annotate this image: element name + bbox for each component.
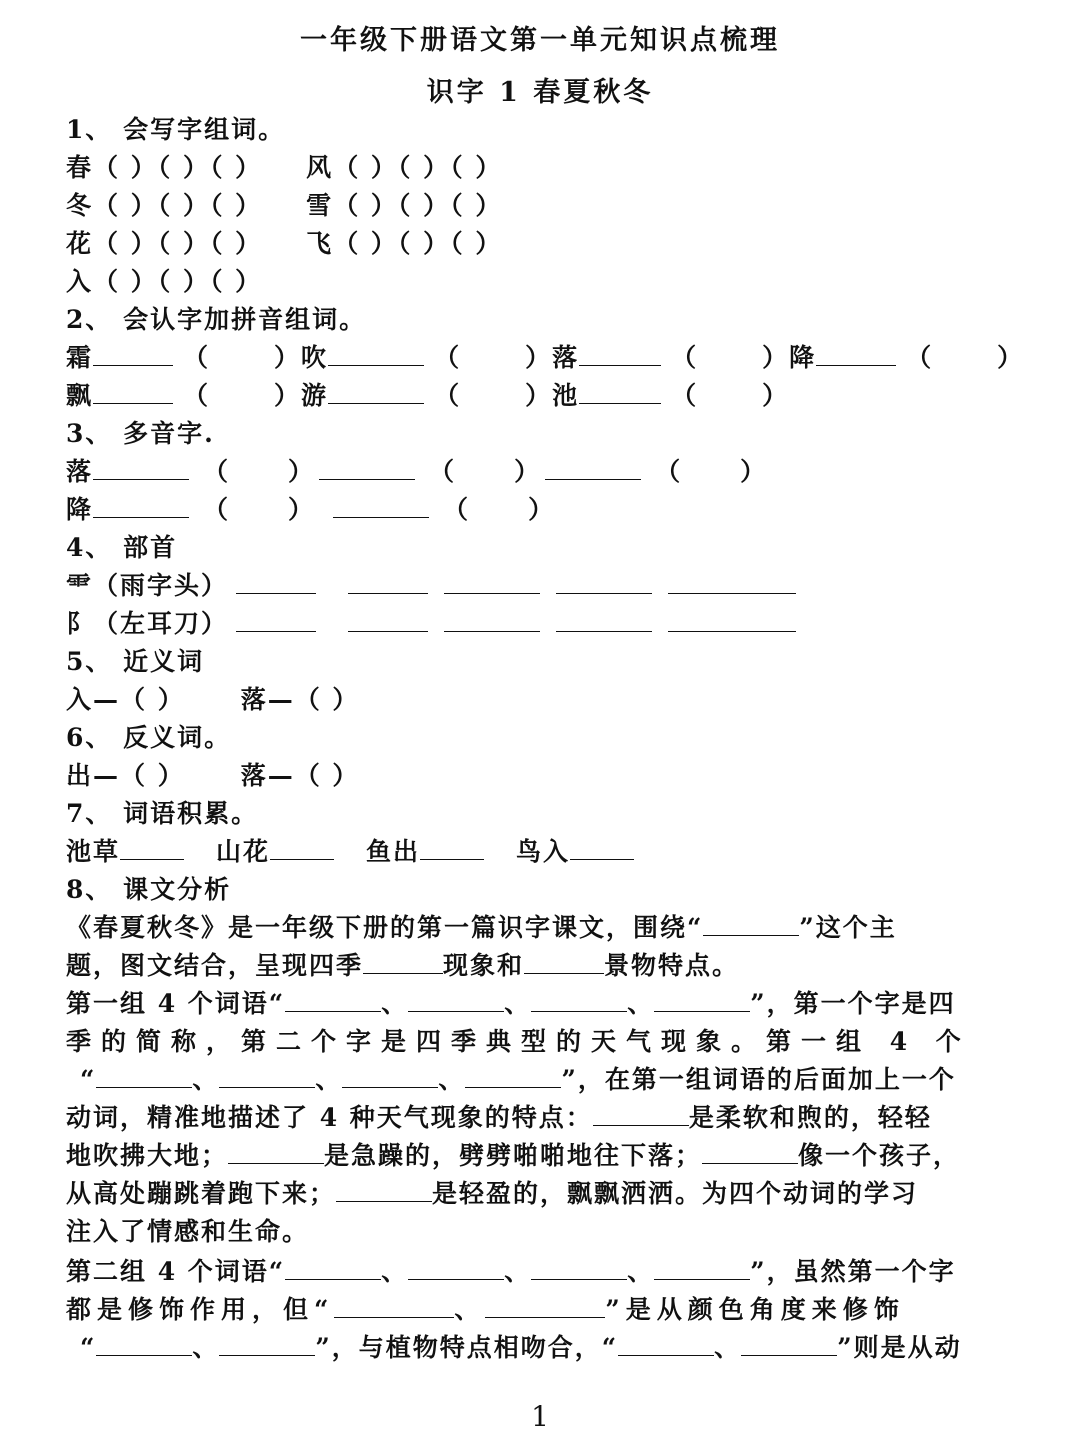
blank[interactable] — [93, 457, 189, 480]
radical-label: 阝（左耳刀） — [66, 609, 229, 638]
analysis-line-8: 从高处蹦跳着跑下来； 是轻盈的，飘飘洒洒。为四个动词的学习 — [66, 1179, 919, 1208]
blank[interactable] — [219, 1333, 315, 1356]
synonym-item: 落—（ ） — [240, 685, 360, 714]
section-1-row — [66, 262, 262, 298]
phrase-item: 山花 — [216, 837, 271, 866]
blank[interactable] — [348, 571, 428, 594]
blank[interactable] — [816, 343, 896, 366]
answer-paren[interactable]: （ ） — [93, 267, 158, 296]
blank[interactable] — [524, 951, 604, 974]
blank[interactable] — [420, 837, 484, 860]
char: 风 — [306, 153, 334, 182]
blank[interactable] — [336, 1179, 432, 1202]
char: 池 — [552, 381, 580, 410]
answer-paren[interactable]: （ ） — [157, 229, 210, 258]
answer-paren[interactable]: （ ） — [450, 191, 503, 220]
char: 霜 — [66, 343, 94, 372]
blank[interactable] — [328, 343, 424, 366]
section-2-row-2: 飘 （ ）游 （ ）池 （ ） — [66, 381, 790, 410]
antonym-item: 落—（ ） — [240, 761, 360, 790]
section-3-heading: 3、 多音字. — [66, 419, 215, 448]
blank[interactable] — [618, 1333, 714, 1356]
analysis-line-10: 第二组 4 个词语“ 、 、 、 ”，虽然第一个字 — [66, 1257, 956, 1286]
section-3-row-2: 降 （ ） （ ） — [66, 495, 556, 524]
analysis-line-7: 地吹拂大地； 是急躁的，劈劈啪啪地往下落； 像一个孩子， — [66, 1141, 961, 1170]
answer-paren[interactable]: （ ） — [397, 191, 451, 220]
blank[interactable] — [120, 837, 184, 860]
blank[interactable] — [444, 609, 540, 632]
char: 冬 — [66, 191, 94, 220]
blank[interactable] — [703, 913, 799, 936]
analysis-line-6: 动词，精准地描述了 4 种天气现象的特点： 是柔软和煦的，轻轻 — [66, 1103, 932, 1132]
antonym-item: 出—（ ） — [66, 761, 185, 790]
blank[interactable] — [408, 1257, 504, 1280]
section-6-row — [66, 756, 359, 792]
answer-paren[interactable]: （ ） — [333, 153, 398, 182]
blank[interactable] — [485, 1295, 605, 1318]
char: 雪 — [306, 191, 334, 220]
analysis-line-11: 都是修饰作用，但“ 、 ”是从颜色角度来修饰 — [66, 1295, 905, 1324]
blank[interactable] — [96, 1065, 192, 1088]
section-1-heading: 1、 会写字组词。 — [66, 115, 286, 144]
blank[interactable] — [702, 1141, 798, 1164]
phrase-item: 鸟入 — [516, 837, 571, 866]
answer-paren[interactable]: （ ） — [93, 191, 158, 220]
blank[interactable] — [93, 343, 173, 366]
blank[interactable] — [319, 457, 415, 480]
answer-paren[interactable]: （ ） — [209, 191, 263, 220]
char: 降 — [66, 495, 94, 524]
phrase-item: 鱼出 — [366, 837, 421, 866]
analysis-line-3: 第一组 4 个词语“ 、 、 、 ”，第一个字是四 — [66, 989, 956, 1018]
page-number: 1 — [531, 1400, 549, 1433]
blank[interactable] — [342, 1065, 438, 1088]
answer-paren[interactable]: （ ） — [397, 153, 451, 182]
blank[interactable] — [333, 495, 429, 518]
answer-paren[interactable]: （ ） — [157, 267, 210, 296]
blank[interactable] — [593, 1103, 689, 1126]
char: 花 — [66, 229, 94, 258]
blank[interactable] — [285, 989, 381, 1012]
blank[interactable] — [654, 1257, 750, 1280]
analysis-line-4: 季的简称，第二个字是四季典型的天气现象。第一组 4 个 — [66, 1027, 971, 1056]
blank[interactable] — [363, 951, 443, 974]
char: 落 — [66, 457, 94, 486]
blank[interactable] — [668, 571, 796, 594]
blank[interactable] — [570, 837, 634, 860]
section-3-row-1: 落 （ ） （ ） （ ） — [66, 457, 768, 486]
answer-paren[interactable]: （ ） — [333, 229, 398, 258]
synonym-item: 入—（ ） — [66, 685, 185, 714]
blank[interactable] — [236, 609, 316, 632]
answer-paren[interactable]: （ ） — [209, 229, 263, 258]
blank[interactable] — [236, 571, 316, 594]
analysis-line-1: 《春夏秋冬》是一年级下册的第一篇识字课文，围绕“ ”这个主 — [66, 913, 897, 942]
answer-paren[interactable]: （ ） — [93, 229, 158, 258]
blank[interactable] — [579, 381, 661, 404]
section-1-row — [66, 224, 502, 260]
char: 飘 — [66, 381, 94, 410]
analysis-line-12: “ 、 ”，与植物特点相吻合，“ 、 ”则是从动 — [80, 1333, 962, 1362]
char: 春 — [66, 153, 94, 182]
answer-paren[interactable]: （ ） — [333, 191, 398, 220]
answer-paren[interactable]: （ ） — [450, 229, 503, 258]
blank[interactable] — [348, 609, 428, 632]
lesson-title: 识字 1 春夏秋冬 — [426, 77, 654, 108]
radical-label: ⻗（雨字头） — [66, 571, 229, 600]
blank[interactable] — [93, 381, 173, 404]
blank[interactable] — [556, 571, 652, 594]
blank[interactable] — [465, 1065, 561, 1088]
section-4-row-1 — [66, 566, 796, 602]
answer-paren[interactable]: （ ） — [209, 267, 263, 296]
blank[interactable] — [334, 1295, 454, 1318]
blank[interactable] — [444, 571, 540, 594]
answer-paren[interactable]: （ ） — [93, 153, 158, 182]
char: 入 — [66, 267, 94, 296]
blank[interactable] — [579, 343, 661, 366]
answer-paren[interactable]: （ ） — [450, 153, 503, 182]
section-2-row-1: 霜 （ ）吹 （ ）落 （ ）降 （ ） — [66, 343, 1025, 372]
section-8-heading: 8、 课文分析 — [66, 875, 232, 904]
blank[interactable] — [93, 495, 189, 518]
answer-paren[interactable]: （ ） — [209, 153, 263, 182]
blank[interactable] — [219, 1065, 315, 1088]
blank[interactable] — [556, 609, 652, 632]
blank[interactable] — [228, 1141, 324, 1164]
section-5-heading: 5、 近义词 — [66, 647, 205, 676]
blank[interactable] — [408, 989, 504, 1012]
section-7-row — [66, 832, 634, 868]
char: 落 — [552, 343, 580, 372]
answer-paren[interactable]: （ ） — [157, 153, 210, 182]
blank[interactable] — [668, 609, 796, 632]
blank[interactable] — [270, 837, 334, 860]
blank[interactable] — [531, 1257, 627, 1280]
section-4-heading: 4、 部首 — [66, 533, 178, 562]
char: 飞 — [306, 229, 334, 258]
analysis-line-5: “ 、 、 、 ”，在第一组词语的后面加上一个 — [80, 1065, 956, 1094]
blank[interactable] — [545, 457, 641, 480]
answer-paren[interactable]: （ ） — [397, 229, 451, 258]
section-2-heading: 2、 会认字加拼音组词。 — [66, 305, 367, 334]
analysis-line-2: 题，图文结合，呈现四季 现象和 景物特点。 — [66, 951, 740, 980]
analysis-line-9: 注入了情感和生命。 — [66, 1217, 310, 1246]
blank[interactable] — [654, 989, 750, 1012]
blank[interactable] — [96, 1333, 192, 1356]
section-4-row-2 — [66, 604, 796, 640]
phrase-item: 池草 — [66, 837, 121, 866]
blank[interactable] — [741, 1333, 837, 1356]
page-title: 一年级下册语文第一单元知识点梳理 — [300, 25, 780, 56]
blank[interactable] — [531, 989, 627, 1012]
char: 游 — [301, 381, 329, 410]
section-1-row — [66, 186, 502, 222]
section-1-row — [66, 148, 502, 184]
section-7-heading: 7、 词语积累。 — [66, 799, 259, 828]
blank[interactable] — [285, 1257, 381, 1280]
char: 降 — [789, 343, 817, 372]
section-6-heading: 6、 反义词。 — [66, 723, 232, 752]
blank[interactable] — [328, 381, 424, 404]
char: 吹 — [301, 343, 329, 372]
section-5-row — [66, 680, 359, 716]
answer-paren[interactable]: （ ） — [157, 191, 210, 220]
